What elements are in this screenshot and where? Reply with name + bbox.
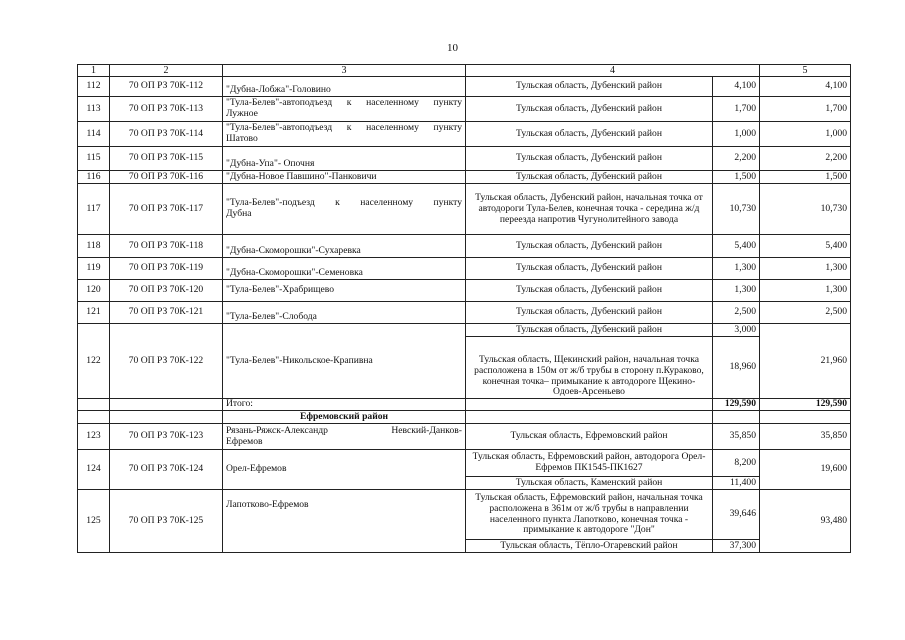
subtotal-total: 129,590	[760, 399, 851, 411]
road-name-line: "Тула-Белев"-автоподъезд к населенному пункту	[226, 122, 462, 134]
road-name: "Дубна-Скоморошки"-Семеновка	[223, 258, 466, 280]
road-name-part: Рязань-Ряжск-Александр	[226, 424, 328, 436]
total-length: 21,960	[760, 324, 851, 399]
row-number: 120	[78, 280, 110, 302]
segment-length: 1,300	[713, 280, 760, 302]
header-cell: 1	[78, 65, 110, 77]
road-name: "Тула-Белев"-Храбрищево	[223, 280, 466, 302]
table-row	[78, 235, 851, 258]
table-row	[78, 77, 851, 97]
row-number: 123	[78, 424, 110, 450]
row-number: 119	[78, 258, 110, 280]
subtotal-length: 129,590	[713, 399, 760, 411]
table-row	[78, 258, 851, 280]
total-length: 1,000	[760, 122, 851, 147]
segment-length: 35,850	[713, 424, 760, 450]
road-name	[223, 424, 466, 450]
segment-length: 39,646	[713, 490, 760, 540]
table-row	[78, 490, 851, 540]
empty-cell	[466, 411, 713, 424]
road-code: 70 ОП РЗ 70К-113	[110, 97, 223, 122]
segment-length: 8,200	[713, 450, 760, 477]
table-row	[78, 184, 851, 235]
road-name-line: Лужное	[226, 108, 258, 120]
row-number: 113	[78, 97, 110, 122]
segment-length: 3,000	[713, 324, 760, 337]
row-number: 125	[78, 490, 110, 553]
road-name-line: Шатово	[226, 133, 258, 145]
road-location: Тульская область, Каменский район	[466, 477, 713, 490]
empty-cell	[466, 399, 713, 411]
table-row	[78, 171, 851, 184]
road-name: Лапотково-Ефремов	[223, 490, 466, 553]
segment-length: 1,300	[713, 258, 760, 280]
table-row	[78, 302, 851, 324]
road-name	[223, 97, 466, 122]
road-location: Тульская область, Тёпло-Огаревский район	[466, 540, 713, 553]
table-row	[78, 97, 851, 122]
road-code: 70 ОП РЗ 70К-117	[110, 184, 223, 235]
total-length: 2,500	[760, 302, 851, 324]
road-name	[223, 184, 466, 235]
total-length: 1,500	[760, 171, 851, 184]
road-name-part: Невский-Данков-	[391, 424, 462, 436]
road-name-line: "Тула-Белев"-подъезд к населенному пункту	[226, 197, 462, 209]
road-location: Тульская область, Дубенский район	[466, 302, 713, 324]
road-location: Тульская область, Дубенский район	[466, 324, 713, 337]
road-name-line: "Тула-Белев"-автоподъезд к населенному пункту	[226, 97, 462, 109]
total-length: 1,300	[760, 258, 851, 280]
road-code: 70 ОП РЗ 70К-114	[110, 122, 223, 147]
road-name	[223, 122, 466, 147]
section-row	[78, 411, 851, 424]
road-location: Тульская область, Дубенский район	[466, 280, 713, 302]
segment-length: 18,960	[713, 337, 760, 399]
row-number: 117	[78, 184, 110, 235]
segment-length: 37,300	[713, 540, 760, 553]
table-row	[78, 280, 851, 302]
empty-cell	[78, 399, 110, 411]
segment-length: 11,400	[713, 477, 760, 490]
total-length: 93,480	[760, 490, 851, 553]
road-code: 70 ОП РЗ 70К-120	[110, 280, 223, 302]
table-row	[78, 122, 851, 147]
road-name-line: Ефремов	[226, 435, 263, 447]
subtotal-row	[78, 399, 851, 411]
empty-cell	[110, 399, 223, 411]
road-name: "Дубна-Лобжа"-Головино	[223, 77, 466, 97]
road-location: Тульская область, Дубенский район	[466, 97, 713, 122]
empty-cell	[713, 411, 760, 424]
segment-length: 2,200	[713, 147, 760, 171]
road-code: 70 ОП РЗ 70К-122	[110, 324, 223, 399]
section-title: Ефремовский район	[223, 411, 466, 424]
table-row	[78, 324, 851, 337]
segment-length: 1,500	[713, 171, 760, 184]
total-length: 1,300	[760, 280, 851, 302]
road-name: "Дубна-Упа"- Опочня	[223, 147, 466, 171]
road-name-line: Дубна	[226, 208, 252, 220]
header-cell: 5	[760, 65, 851, 77]
road-code: 70 ОП РЗ 70К-116	[110, 171, 223, 184]
segment-length: 1,700	[713, 97, 760, 122]
segment-length: 2,500	[713, 302, 760, 324]
table-row	[78, 424, 851, 450]
road-location: Тульская область, Дубенский район	[466, 171, 713, 184]
empty-cell	[110, 411, 223, 424]
empty-cell	[760, 411, 851, 424]
segment-length: 1,000	[713, 122, 760, 147]
row-number: 116	[78, 171, 110, 184]
total-length: 5,400	[760, 235, 851, 258]
row-number: 121	[78, 302, 110, 324]
table-row	[78, 147, 851, 171]
page-number: 10	[447, 42, 458, 54]
road-location: Тульская область, Дубенский район	[466, 235, 713, 258]
segment-length: 5,400	[713, 235, 760, 258]
total-length: 1,700	[760, 97, 851, 122]
header-cell: 2	[110, 65, 223, 77]
total-length: 19,600	[760, 450, 851, 490]
road-location: Тульская область, Дубенский район	[466, 122, 713, 147]
road-location: Тульская область, Дубенский район	[466, 147, 713, 171]
road-code: 70 ОП РЗ 70К-118	[110, 235, 223, 258]
road-code: 70 ОП РЗ 70К-124	[110, 450, 223, 490]
road-name: "Тула-Белев"-Слобода	[223, 302, 466, 324]
total-length: 35,850	[760, 424, 851, 450]
road-location: Тульская область, Дубенский район	[466, 258, 713, 280]
road-code: 70 ОП РЗ 70К-123	[110, 424, 223, 450]
row-number: 118	[78, 235, 110, 258]
row-number: 122	[78, 324, 110, 399]
road-location: Тульская область, Дубенский район, начальная точка от автодороги Тула-Белев, конечная точка - середина ж/д переезда напротив Чугунолитейного завода	[466, 184, 713, 235]
row-number: 115	[78, 147, 110, 171]
road-code: 70 ОП РЗ 70К-121	[110, 302, 223, 324]
table-header-row	[78, 65, 851, 77]
road-name: Орел-Ефремов	[223, 450, 466, 490]
road-location: Тульская область, Ефремовский район, начальная точка расположена в 361м от ж/б трубы в направлении населенного пункта Лапотково, конечная точка - примыкание к автодороге "Дон"	[466, 490, 713, 540]
total-length: 10,730	[760, 184, 851, 235]
road-code: 70 ОП РЗ 70К-119	[110, 258, 223, 280]
row-number: 124	[78, 450, 110, 490]
table-row	[78, 450, 851, 477]
empty-cell	[78, 411, 110, 424]
total-length: 2,200	[760, 147, 851, 171]
subtotal-label: Итого:	[223, 399, 466, 411]
road-location: Тульская область, Ефремовский район, автодорога Орел-Ефремов ПК1545-ПК1627	[466, 450, 713, 477]
row-number: 114	[78, 122, 110, 147]
road-code: 70 ОП РЗ 70К-112	[110, 77, 223, 97]
segment-length: 4,100	[713, 77, 760, 97]
road-name: "Дубна-Скоморошки"-Сухаревка	[223, 235, 466, 258]
header-cell: 3	[223, 65, 466, 77]
total-length: 4,100	[760, 77, 851, 97]
road-name: "Дубна-Новое Павшино"-Панковичи	[223, 171, 466, 184]
roads-table	[77, 64, 851, 553]
segment-length: 10,730	[713, 184, 760, 235]
road-location: Тульская область, Дубенский район	[466, 77, 713, 97]
road-location: Тульская область, Щекинский район, начальная точка расположена в 150м от ж/б трубы в сторону п.Кураково, конечная точка– примыкание к автодороге Щекино-Одоев-Арсеньево	[466, 337, 713, 399]
road-code: 70 ОП РЗ 70К-115	[110, 147, 223, 171]
header-cell: 4	[466, 65, 760, 77]
row-number: 112	[78, 77, 110, 97]
road-name: "Тула-Белев"-Никольское-Крапивна	[223, 324, 466, 399]
road-code: 70 ОП РЗ 70К-125	[110, 490, 223, 553]
road-location: Тульская область, Ефремовский район	[466, 424, 713, 450]
